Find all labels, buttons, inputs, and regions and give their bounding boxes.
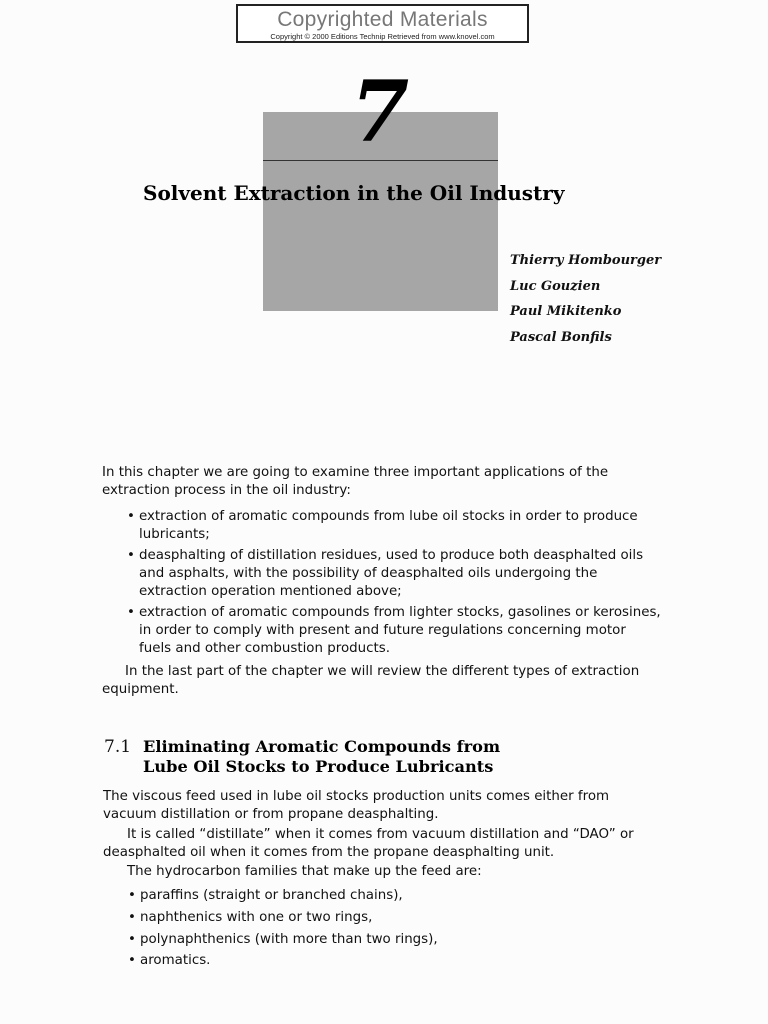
list-item-text: naphthenics with one or two rings, (140, 909, 373, 925)
list-item (127, 508, 661, 544)
author-name: Luc Gouzien (510, 278, 601, 294)
bullet-icon: • (128, 953, 136, 969)
banner-subtitle: Copyright © 2000 Editions Technip Retrieved from www.knovel.com (270, 32, 495, 41)
chapter-number: 7 (350, 62, 410, 161)
bullet-icon: • (128, 931, 136, 947)
bullet-icon: • (127, 548, 135, 563)
intro-bullet-list (127, 508, 661, 661)
section-paragraph: The viscous feed used in lube oil stocks production units comes either from vacuum distillation or from propane deasphalting. (103, 789, 610, 822)
list-item-text: polynaphthenics (with more than two rings), (140, 931, 438, 947)
bullet-icon: • (127, 605, 135, 620)
list-item-text: extraction of aromatic compounds from lighter stocks, gasolines or kerosines, in order to comply with present and future regulations concerning motor fuels and other combustion products. (139, 605, 661, 656)
list-item-text: extraction of aromatic compounds from lube oil stocks in order to produce lubricants; (139, 509, 638, 542)
chapter-title: Solvent Extraction in the Oil Industry (143, 181, 565, 205)
section-title-line: Eliminating Aromatic Compounds from (143, 737, 501, 756)
section-title (143, 737, 663, 777)
list-item (128, 931, 640, 949)
list-item (128, 952, 640, 970)
bullet-icon: • (128, 909, 136, 925)
list-item-text: paraffins (straight or branched chains), (140, 888, 403, 903)
copyright-banner (236, 4, 529, 43)
author-name: Thierry Hombourger (510, 253, 662, 268)
list-item-text: deasphalting of distillation residues, used to produce both deasphalted oils and asphalts, with the possibility of deasphalted oils undergoing the extraction operation mentioned above; (139, 548, 644, 599)
author-name: Paul Mikitenko (510, 304, 622, 319)
list-item-text: aromatics. (140, 953, 211, 969)
banner-title: Copyrighted Materials (277, 8, 488, 31)
list-item (128, 909, 640, 927)
list-item (127, 547, 661, 601)
list-item (128, 887, 640, 905)
list-item (127, 604, 661, 658)
section-paragraph: The hydrocarbon families that make up the feed are: (127, 864, 482, 879)
section-title-line: Lube Oil Stocks to Produce Lubricants (143, 757, 494, 776)
hydrocarbon-family-list (128, 887, 640, 974)
section-number: 7.1 (104, 737, 132, 757)
intro-closing-paragraph: In the last part of the chapter we will review the different types of extraction equipment. (102, 664, 640, 697)
bullet-icon: • (128, 888, 136, 903)
author-name: Pascal Bonfils (510, 329, 612, 345)
section-paragraph: It is called “distillate” when it comes from vacuum distillation and “DAO” or deasphalted oil when it comes from the propane deasphalting unit. (103, 827, 634, 860)
intro-paragraph: In this chapter we are going to examine three important applications of the extraction process in the oil industry: (102, 465, 609, 498)
bullet-icon: • (127, 509, 135, 524)
author-list (510, 248, 710, 350)
